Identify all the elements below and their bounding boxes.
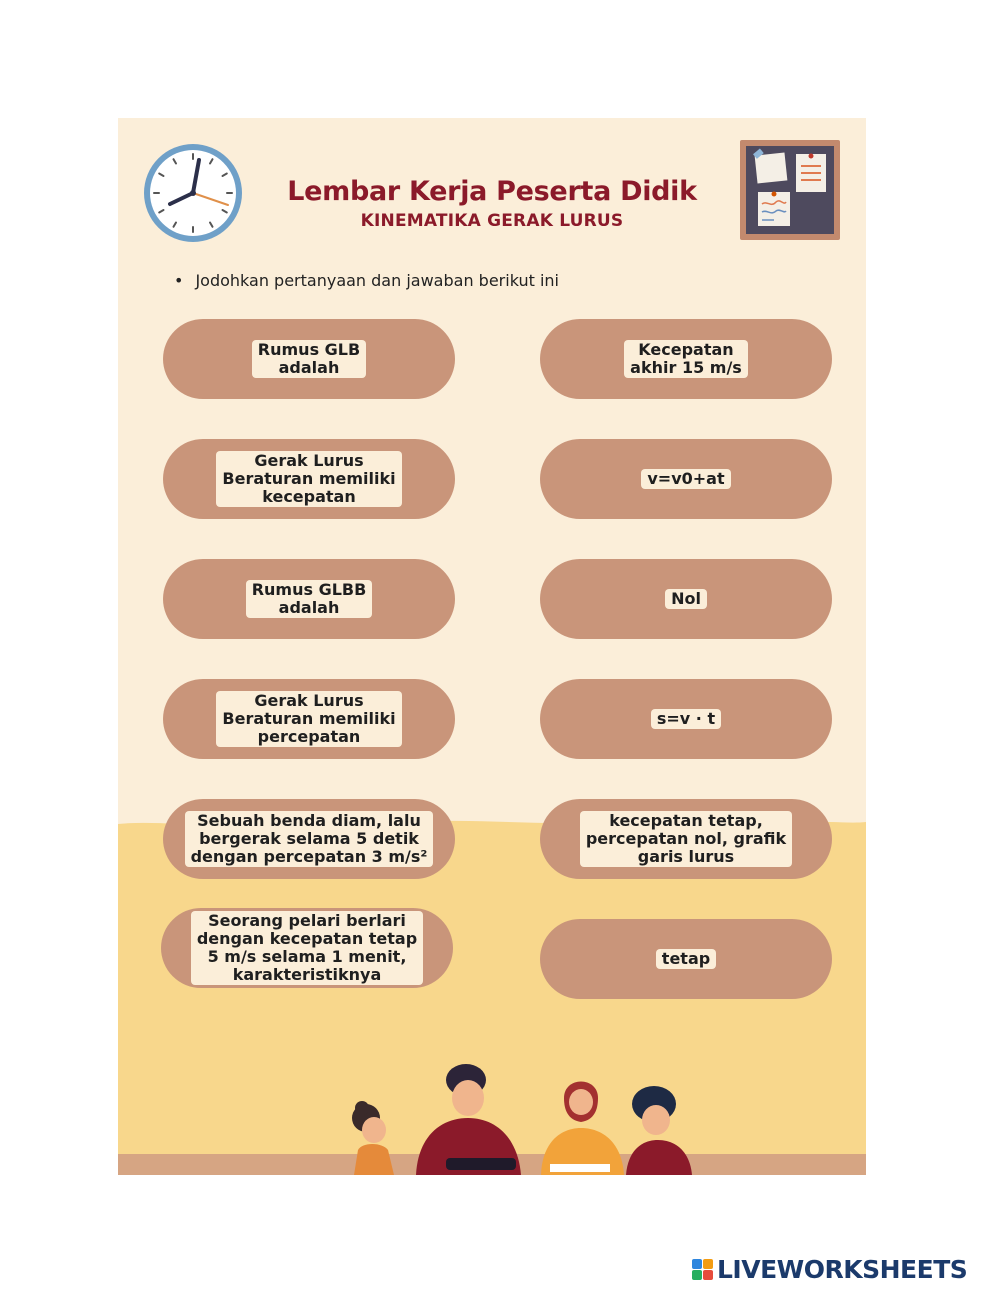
question-card-2[interactable] <box>163 439 455 519</box>
answer-text: kecepatan tetap, percepatan nol, grafik garis lurus <box>580 811 792 867</box>
answer-text: v=v0+at <box>641 469 730 489</box>
students-illustration <box>336 1058 706 1175</box>
answer-text: tetap <box>656 949 716 969</box>
question-text: Rumus GLB adalah <box>252 340 366 378</box>
question-card-6[interactable] <box>161 908 453 988</box>
answer-text: Kecepatan akhir 15 m/s <box>624 340 748 378</box>
page-subtitle: KINEMATIKA GERAK LURUS <box>360 211 624 231</box>
answer-card-3[interactable] <box>540 559 832 639</box>
answer-text: Nol <box>665 589 707 609</box>
question-text: Seorang pelari berlari dengan kecepatan tetap 5 m/s selama 1 menit, karakteristiknya <box>191 911 423 985</box>
worksheet <box>118 118 866 1175</box>
page-title: Lembar Kerja Peserta Didik <box>287 176 697 207</box>
question-text: Sebuah benda diam, lalu bergerak selama 5 detik dengan percepatan 3 m/s² <box>185 811 434 867</box>
answer-card-1[interactable] <box>540 319 832 399</box>
question-text: Gerak Lurus Beraturan memiliki percepatan <box>216 691 401 747</box>
question-card-1[interactable] <box>163 319 455 399</box>
bullet-icon: • <box>174 271 184 290</box>
question-card-3[interactable] <box>163 559 455 639</box>
liveworksheets-logo <box>692 1254 967 1284</box>
question-card-4[interactable] <box>163 679 455 759</box>
answer-card-5[interactable] <box>540 799 832 879</box>
question-text: Gerak Lurus Beraturan memiliki kecepatan <box>216 451 401 507</box>
question-text: Rumus GLBB adalah <box>246 580 373 618</box>
liveworksheets-logo-icon <box>692 1259 713 1280</box>
answer-card-2[interactable] <box>540 439 832 519</box>
liveworksheets-brand: LIVEWORKSHEETS <box>717 1254 968 1284</box>
question-card-5[interactable] <box>163 799 455 879</box>
instruction-text: Jodohkan pertanyaan dan jawaban berikut ini <box>195 271 559 290</box>
instruction <box>174 271 559 290</box>
answer-card-4[interactable] <box>540 679 832 759</box>
answer-card-6[interactable] <box>540 919 832 999</box>
answer-text: s=v · t <box>651 709 721 729</box>
